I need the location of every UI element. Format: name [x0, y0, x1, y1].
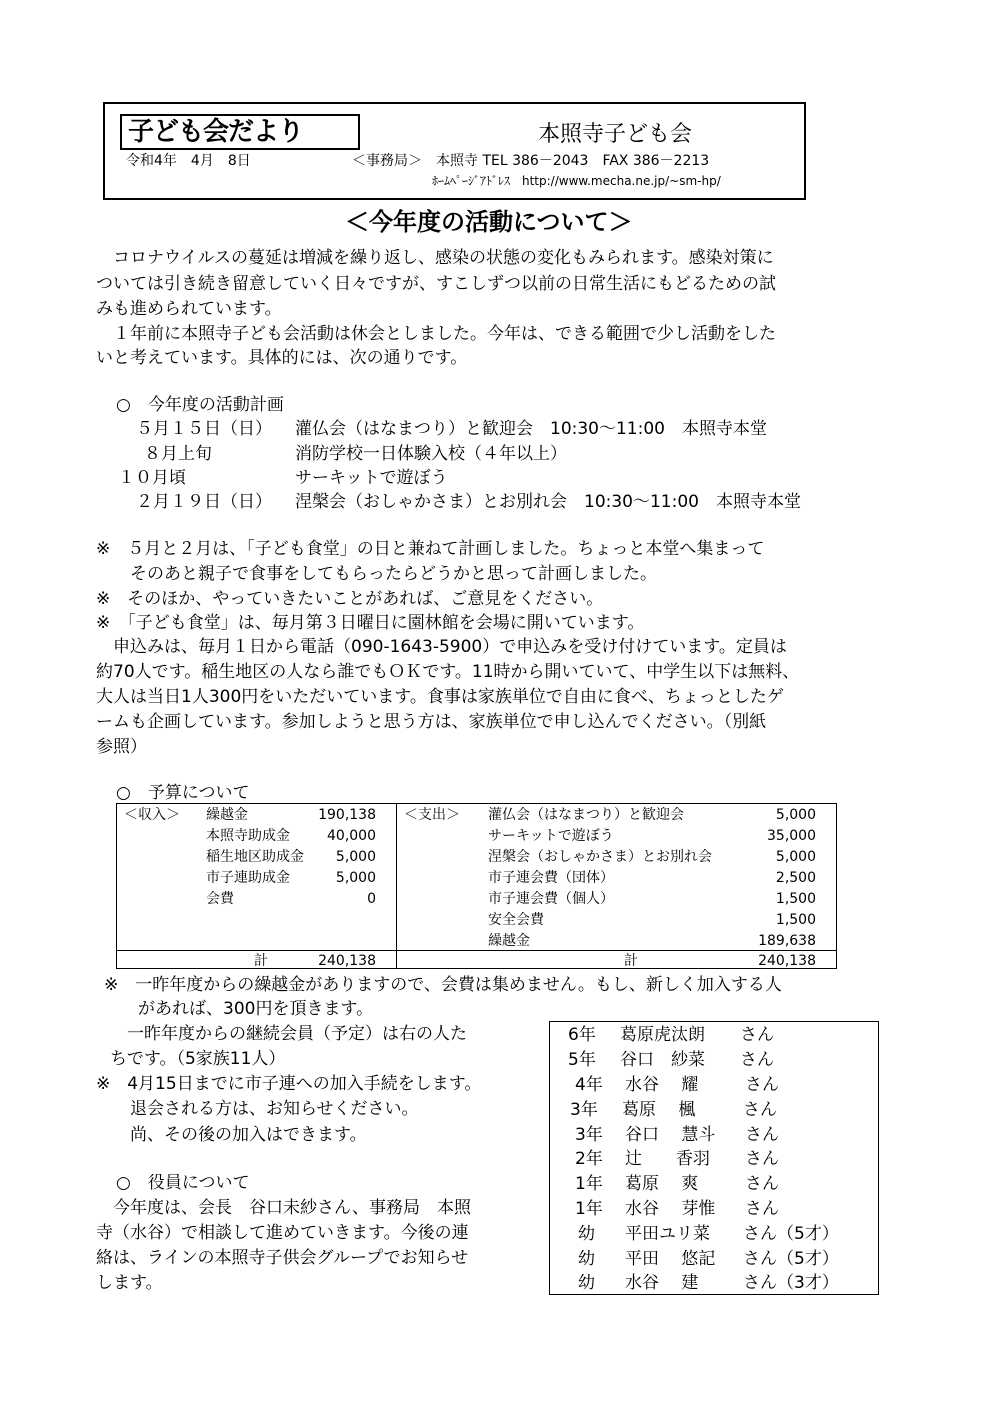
- income-amount: 190,138: [318, 807, 376, 823]
- homepage-address: ﾎｰﾑﾍﾟｰｼﾞｱﾄﾞﾚｽ http://www.mecha.ne.jp/~sm-hp/: [432, 174, 721, 188]
- budget-note-line: ※ 一昨年度からの繰越金がありますので、会費は集めません。もし、新しく加入する人: [104, 975, 782, 995]
- member-name: 平田ユリ菜: [625, 1224, 710, 1244]
- income-item: 本照寺助成金: [206, 828, 290, 844]
- budget-divider: [396, 803, 397, 969]
- office-contact: ＜事務局＞ 本照寺 TEL 386－2043 FAX 386－2213: [352, 153, 710, 169]
- member-suffix: さん: [743, 1100, 777, 1120]
- expense-amount: 1,500: [775, 912, 816, 928]
- member-name: 谷口 慧斗: [625, 1125, 716, 1145]
- budget-heading: ○ 予算について: [116, 783, 250, 803]
- budget-note-line: があれば、300円を頂きます。: [104, 999, 374, 1019]
- officers-heading: ○ 役員について: [116, 1173, 250, 1193]
- member-suffix: さん（5才）: [743, 1224, 839, 1244]
- members-text-line: ちです。（5家族11人）: [110, 1049, 286, 1069]
- member-name: 谷口 紗菜: [620, 1050, 705, 1070]
- member-grade: 3年: [570, 1100, 598, 1120]
- income-total: 240,138: [318, 953, 376, 969]
- plan-when: ５月１５日（日）: [136, 419, 272, 439]
- expense-total-label: 計: [624, 953, 638, 969]
- income-item: 繰越金: [206, 807, 248, 823]
- income-amount: 0: [367, 891, 376, 907]
- expense-label: ＜支出＞: [404, 807, 460, 823]
- income-label: ＜収入＞: [124, 807, 180, 823]
- income-item: 会費: [206, 891, 234, 907]
- expense-amount: 5,000: [775, 849, 816, 865]
- intro-line: コロナウイルスの蔓延は増減を繰り返し、感染の状態の変化もみられます。感染対策に: [96, 248, 774, 268]
- plan-what: サーキットで遊ぼう: [295, 468, 448, 488]
- note-line: ームも企画しています。参加しようと思う方は、家族単位で申し込んでください。（別紙: [96, 712, 767, 732]
- member-grade: 2年: [575, 1149, 603, 1169]
- note-line: 約70人です。稲生地区の人なら誰でもＯＫです。11時から開いていて、中学生以下は無料、: [96, 662, 800, 682]
- main-heading: ＜今年度の活動について＞: [345, 208, 633, 236]
- intro-line: いと考えています。具体的には、次の通りです。: [96, 348, 468, 368]
- note-line: 申込みは、毎月１日から電話（090-1643-5900）で申込みを受け付けています。定員は: [96, 637, 787, 657]
- expense-amount: 1,500: [775, 891, 816, 907]
- member-suffix: さん: [745, 1174, 779, 1194]
- member-name: 水谷 建: [625, 1273, 699, 1293]
- member-suffix: さん: [745, 1149, 779, 1169]
- member-suffix: さん（3才）: [743, 1273, 839, 1293]
- expense-amount: 35,000: [767, 828, 816, 844]
- plan-when: １０月頃: [118, 468, 186, 488]
- note-line: 大人は当日1人300円をいただいています。食事は家族単位で自由に食べ、ちょっとしたゲ: [96, 687, 784, 707]
- note-line: ※ 「子ども食堂」は、毎月第３日曜日に園林館を会場に開いています。: [96, 613, 645, 633]
- note-line: そのあと親子で食事をしてもらったらどうかと思って計画しました。: [96, 564, 657, 584]
- newsletter-title: 子ども会だより: [128, 117, 304, 147]
- members-text-line: 尚、その後の加入はできます。: [96, 1125, 367, 1145]
- expense-item: 安全会費: [488, 912, 544, 928]
- expense-item: 市子連会費（団体）: [488, 870, 614, 886]
- officers-line: 今年度は、会長 谷口未紗さん、事務局 本照: [96, 1198, 472, 1218]
- member-grade: 1年: [575, 1174, 603, 1194]
- expense-item: サーキットで遊ぼう: [488, 828, 614, 844]
- issue-date: 令和4年 4月 8日: [126, 153, 251, 169]
- note-line: ※ ５月と２月は、「子ども食堂」の日と兼ねて計画しました。ちょっと本堂へ集まって: [96, 539, 765, 559]
- member-grade: 幼: [578, 1273, 595, 1293]
- member-name: 平田 悠記: [625, 1249, 716, 1269]
- officers-line: 寺（水谷）で相談して進めていきます。今後の連: [96, 1223, 469, 1243]
- expense-amount: 2,500: [775, 870, 816, 886]
- member-name: 葛原虎汰朗: [620, 1025, 705, 1045]
- expense-item: 灌仏会（はなまつり）と歓迎会: [488, 807, 684, 823]
- member-suffix: さん: [745, 1199, 779, 1219]
- member-grade: 4年: [575, 1075, 603, 1095]
- expense-item: 繰越金: [488, 933, 530, 949]
- note-line: ※ そのほか、やっていきたいことがあれば、ご意見をください。: [96, 589, 604, 609]
- officers-line: 絡は、ラインの本照寺子供会グループでお知らせ: [96, 1248, 469, 1268]
- organization-name: 本照寺子ども会: [538, 122, 693, 147]
- member-suffix: さん: [745, 1125, 779, 1145]
- income-item: 市子連助成金: [206, 870, 290, 886]
- income-amount: 5,000: [335, 870, 376, 886]
- member-name: 葛原 楓: [622, 1100, 696, 1120]
- member-grade: 幼: [578, 1224, 595, 1244]
- plan-what: 涅槃会（おしゃかさま）とお別れ会 10:30～11:00 本照寺本堂: [295, 492, 801, 512]
- members-text-line: 退会される方は、お知らせください。: [96, 1099, 419, 1119]
- expense-item: 涅槃会（おしゃかさま）とお別れ会: [488, 849, 712, 865]
- intro-line: みも進められています。: [96, 299, 282, 319]
- income-total-label: 計: [254, 953, 268, 969]
- expense-total: 240,138: [758, 953, 816, 969]
- member-grade: 6年: [568, 1025, 596, 1045]
- member-grade: 幼: [578, 1249, 595, 1269]
- intro-line: １年前に本照寺子ども会活動は休会としました。今年は、できる範囲で少し活動をした: [96, 324, 776, 344]
- plan-heading: ○ 今年度の活動計画: [116, 395, 284, 415]
- plan-what: 消防学校一日体験入校（４年以上）: [295, 444, 567, 464]
- plan-when: ２月１９日（日）: [136, 492, 272, 512]
- intro-line: ついては引き続き留意していく日々ですが、すこしずつ以前の日常生活にもどるための試: [96, 274, 776, 294]
- plan-when: ８月上旬: [144, 444, 212, 464]
- income-item: 稲生地区助成金: [206, 849, 304, 865]
- member-grade: 1年: [575, 1199, 603, 1219]
- members-text-line: 一昨年度からの継続会員（予定）は右の人た: [110, 1024, 467, 1044]
- member-suffix: さん: [745, 1075, 779, 1095]
- member-suffix: さん: [740, 1025, 774, 1045]
- member-name: 水谷 芽惟: [625, 1199, 716, 1219]
- income-amount: 40,000: [327, 828, 376, 844]
- member-grade: 5年: [568, 1050, 596, 1070]
- members-text-line: ※ 4月15日までに市子連への加入手続をします。: [96, 1074, 482, 1094]
- member-name: 辻 香羽: [625, 1149, 710, 1169]
- member-name: 水谷 耀: [625, 1075, 699, 1095]
- expense-item: 市子連会費（個人）: [488, 891, 614, 907]
- member-grade: 3年: [575, 1125, 603, 1145]
- note-line: 参照）: [96, 737, 147, 757]
- officers-line: します。: [96, 1273, 163, 1293]
- expense-amount: 189,638: [758, 933, 816, 949]
- expense-amount: 5,000: [775, 807, 816, 823]
- member-name: 葛原 爽: [625, 1174, 699, 1194]
- plan-what: 灌仏会（はなまつり）と歓迎会 10:30～11:00 本照寺本堂: [295, 419, 767, 439]
- member-suffix: さん（5才）: [743, 1249, 839, 1269]
- member-suffix: さん: [740, 1050, 774, 1070]
- income-amount: 5,000: [335, 849, 376, 865]
